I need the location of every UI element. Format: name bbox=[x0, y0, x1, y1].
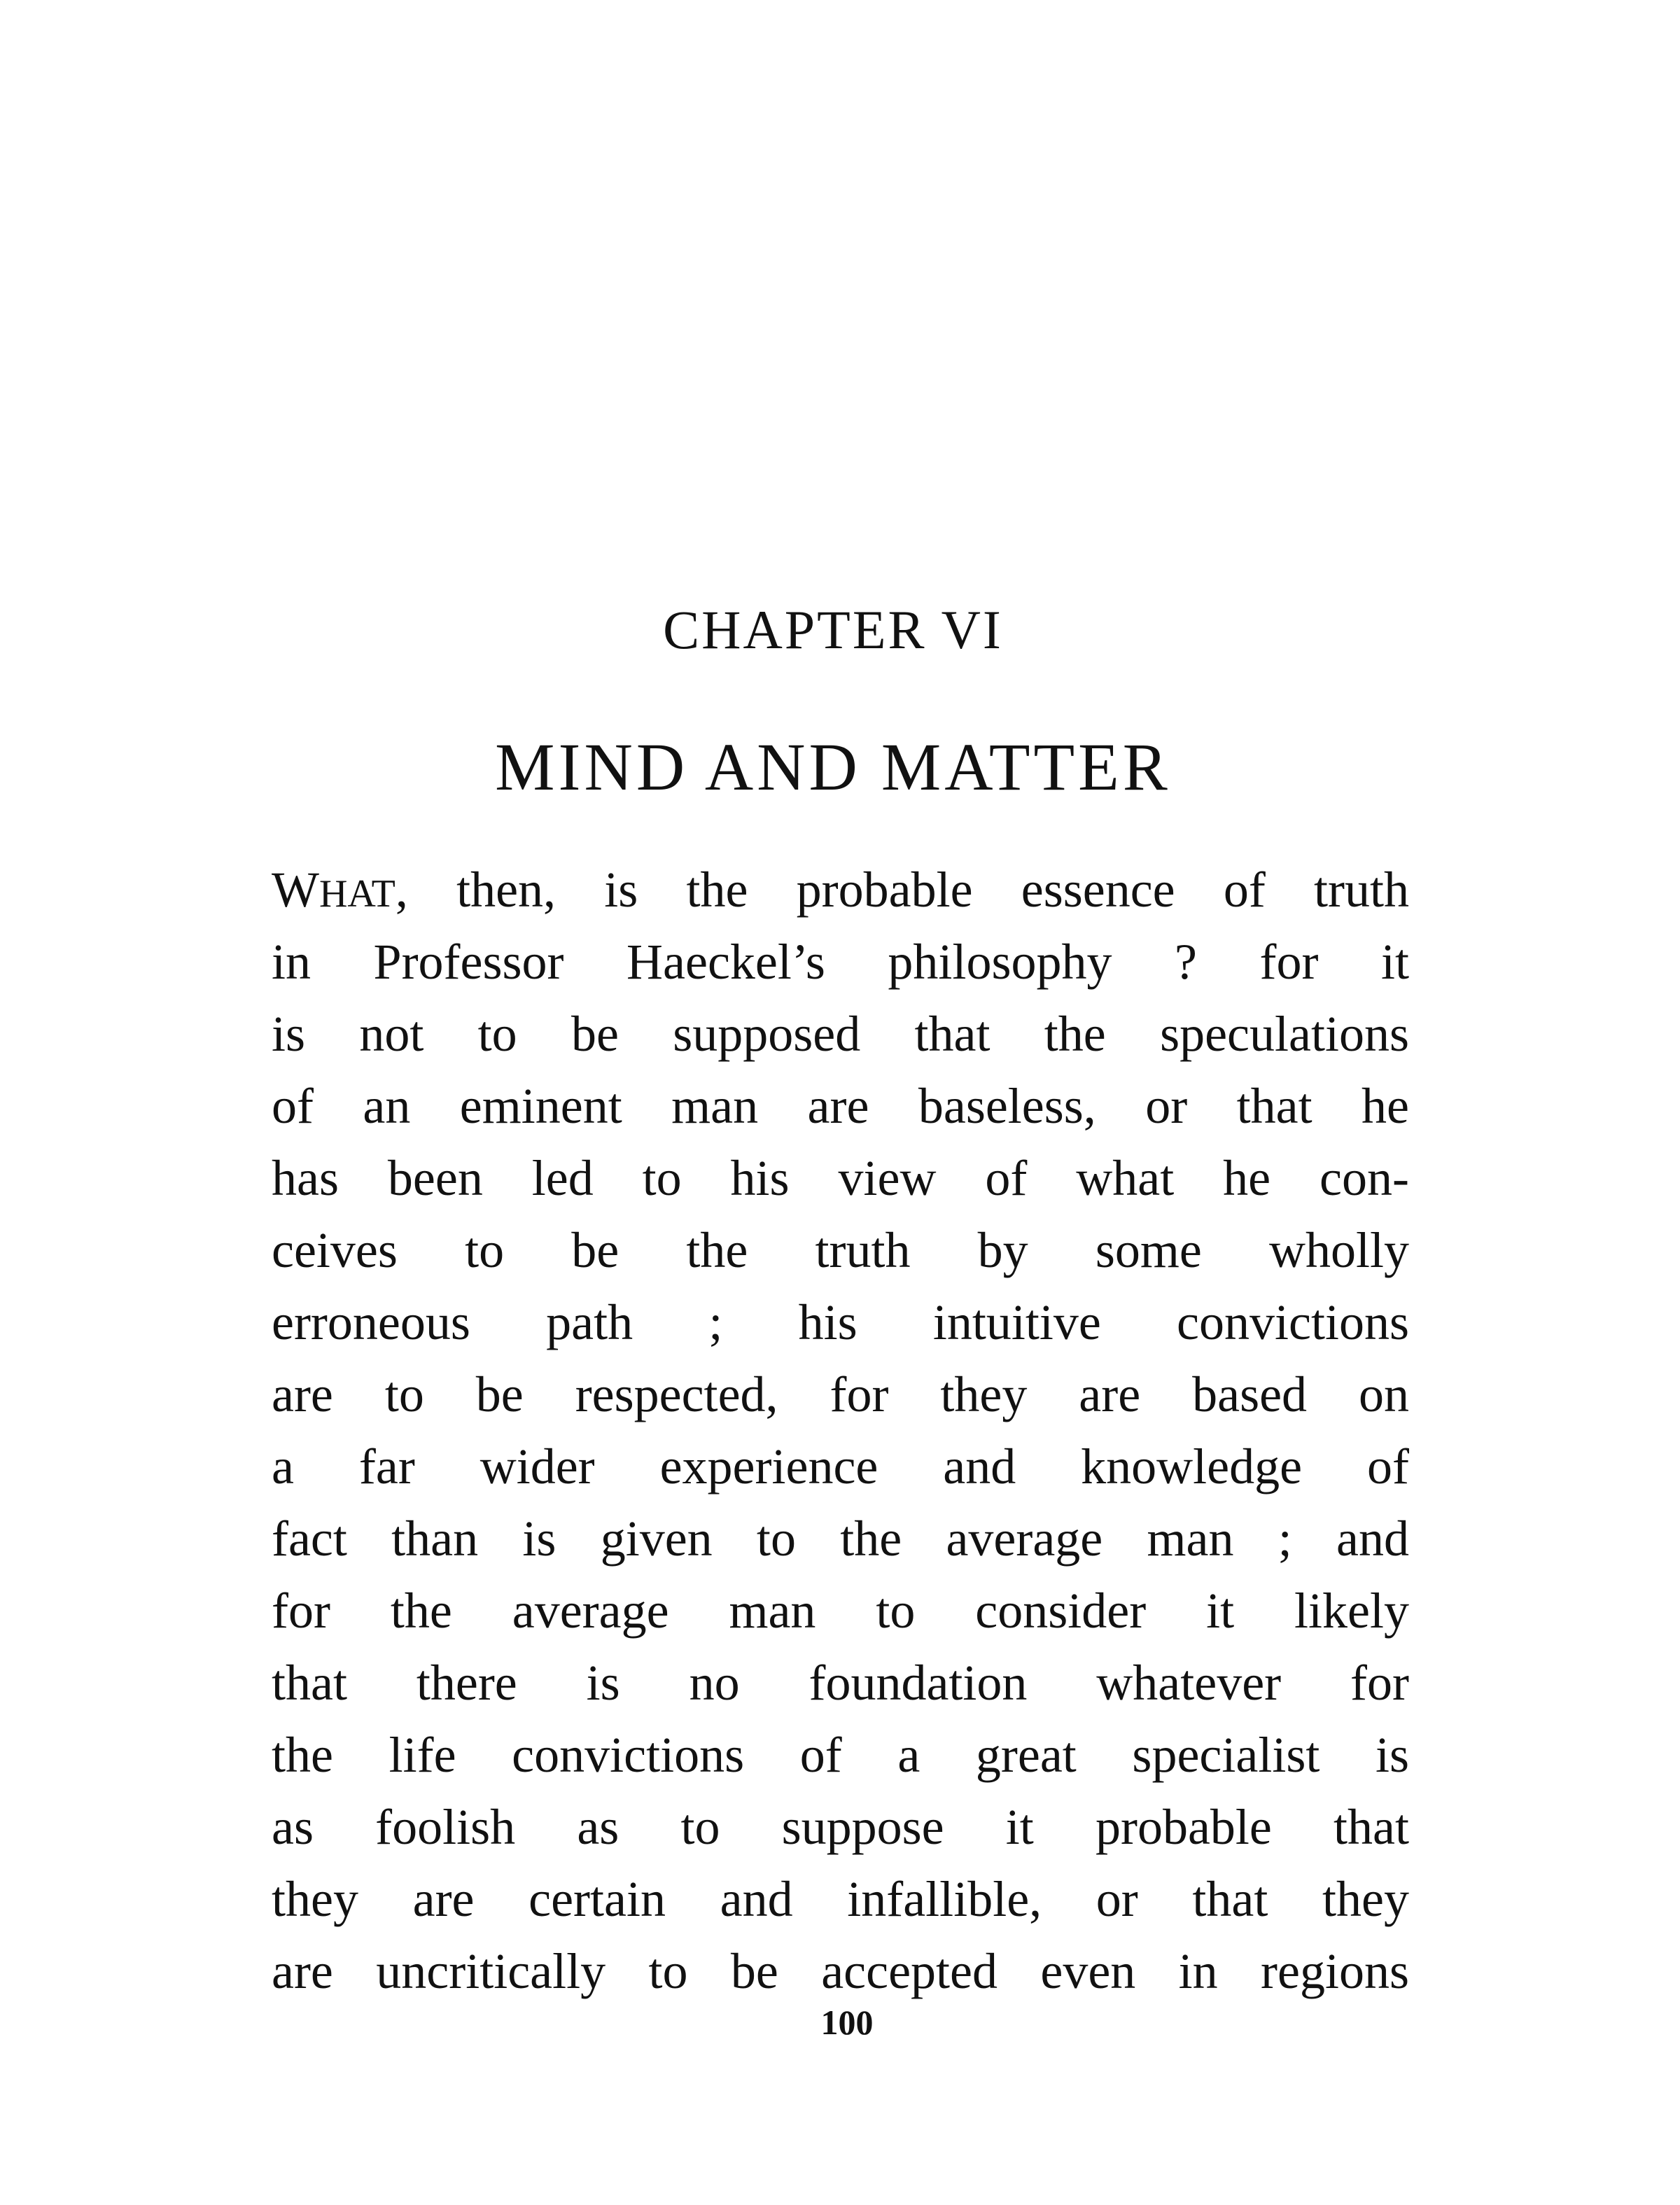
text-line-content: has been led to his view of what he con- bbox=[272, 1150, 1409, 1206]
drop-word-initial: W bbox=[272, 862, 319, 918]
text-line bbox=[272, 1214, 1409, 1287]
text-line-content: ceives to be the truth by some wholly bbox=[272, 1222, 1409, 1278]
text-line-content: is not to be supposed that the speculations bbox=[272, 1006, 1409, 1062]
text-line bbox=[272, 1431, 1409, 1503]
text-line bbox=[272, 1719, 1409, 1791]
first-line-rest: , then, is the probable essence of truth bbox=[395, 862, 1409, 918]
text-line bbox=[272, 1791, 1409, 1863]
text-line bbox=[272, 1647, 1409, 1719]
text-line bbox=[272, 1575, 1409, 1647]
text-line-content: that there is no foundation whatever for bbox=[272, 1655, 1409, 1711]
chapter-heading: CHAPTER VI bbox=[663, 599, 1003, 660]
drop-word-smallcaps: HAT bbox=[318, 872, 396, 916]
first-line bbox=[272, 854, 1409, 930]
text-line bbox=[272, 1863, 1409, 1935]
text-line bbox=[272, 1935, 1409, 2008]
text-line bbox=[272, 1142, 1409, 1214]
page-number: 100 bbox=[820, 2003, 874, 2042]
text-line bbox=[272, 1070, 1409, 1142]
text-line-content: fact than is given to the average man ; and bbox=[272, 1511, 1409, 1567]
text-line bbox=[272, 1287, 1409, 1359]
text-line bbox=[272, 926, 1409, 998]
text-line-content: the life convictions of a great specialist is bbox=[272, 1727, 1409, 1783]
text-line-content: are uncritically to be accepted even in regions bbox=[272, 1943, 1409, 1999]
text-line-content: are to be respected, for they are based on bbox=[272, 1366, 1409, 1422]
text-line bbox=[272, 1359, 1409, 1431]
text-line-content: of an eminent man are baseless, or that he bbox=[272, 1078, 1409, 1134]
text-line bbox=[272, 1503, 1409, 1575]
text-line bbox=[272, 998, 1409, 1070]
body-text bbox=[272, 854, 1409, 2008]
text-line-content: erroneous path ; his intuitive convictions bbox=[272, 1294, 1409, 1350]
text-line-content: a far wider experience and knowledge of bbox=[272, 1438, 1409, 1494]
text-line bbox=[272, 854, 1409, 926]
text-line-content: for the average man to consider it likely bbox=[272, 1583, 1409, 1639]
text-line-content: as foolish as to suppose it probable that bbox=[272, 1799, 1409, 1855]
text-line-content: they are certain and infallible, or that they bbox=[272, 1871, 1409, 1927]
chapter-title: MIND AND MATTER bbox=[495, 729, 1171, 804]
text-line-content: in Professor Haeckel’s philosophy ? for it bbox=[272, 934, 1409, 990]
